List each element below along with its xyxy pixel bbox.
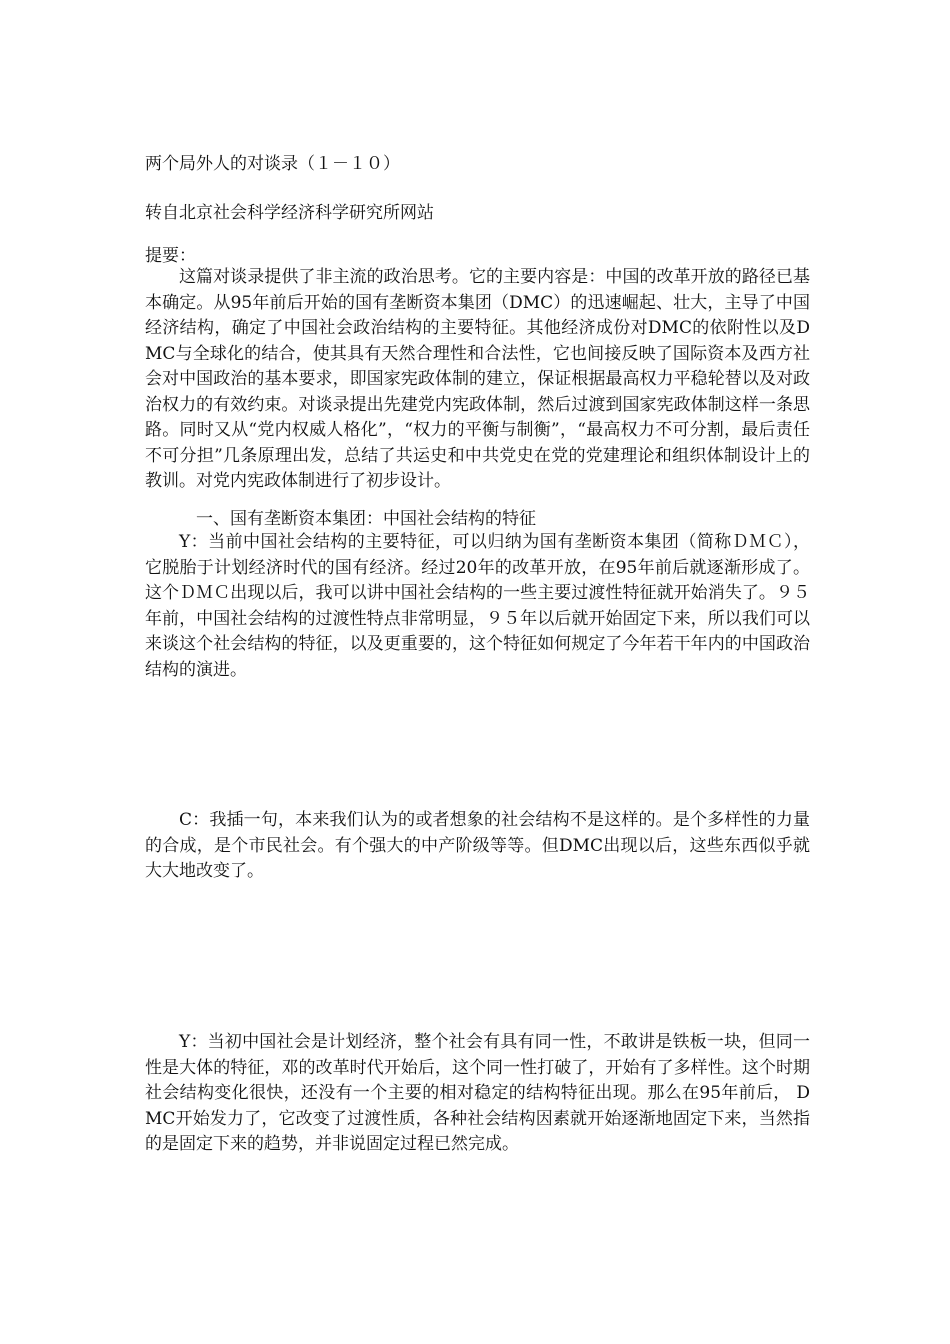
- paragraph-c-1: C：我插一句，本来我们认为的或者想象的社会结构不是这样的。是个多样性的力量的合成，是个市民社会。有个强大的中产阶级等等。但DMC出现以后，这些东西似乎就大大地改变了。: [145, 810, 810, 881]
- section-heading: 一、国有垄断资本集团：中国社会结构的特征: [196, 509, 536, 529]
- abstract-paragraph: 这篇对谈录提供了非主流的政治思考。它的主要内容是：中国的改革开放的路径已基本确定。从95年前后开始的国有垄断资本集团（DMC）的迅速崛起、壮大，主导了中国经济结构，确定了中国社会政治结构的主要特征。其他经济成份对DMC的依附性以及DMC与全球化的结合，使其具有天然合理性和合法性，它也间接反映了国际资本及西方社会对中国政治的基本要求，即国家宪政体制的建立，保证根据最高权力平稳轮替以及对政治权力的有效约束。对谈录提出先建党内宪政体制，然后过渡到国家宪政体制这样一条思路。同时又从“党内权威人格化”，“权力的平衡与制衡”，“最高权力不可分割，最后责任不可分担”几条原理出发，总结了共运史和中共党史在党的党建理论和组织体制设计上的教训。对党内宪政体制进行了初步设计。: [145, 267, 810, 491]
- abstract-label: 提要：: [145, 246, 196, 266]
- document-source: 转自北京社会科学经济科学研究所网站: [145, 203, 434, 223]
- document-title: 两个局外人的对谈录（１－１０）: [145, 154, 400, 174]
- paragraph-y-2: Y：当初中国社会是计划经济，整个社会有具有同一性，不敢讲是铁板一块，但同一性是大体的特征，邓的改革时代开始后，这个同一性打破了，开始有了多样性。这个时期社会结构变化很快，还没有一个主要的相对稳定的结构特征出现。那么在95年前后， DMC开始发力了，它改变了过渡性质，各种社会结构因素就开始逐渐地固定下来，当然指的是固定下来的趋势，并非说固定过程已然完成。: [145, 1032, 810, 1154]
- paragraph-y-1: Y：当前中国社会结构的主要特征，可以归纳为国有垄断资本集团（简称ＤＭＣ），它脱胎于计划经济时代的国有经济。经过20年的改革开放，在95年前后就逐渐形成了。这个ＤＭＣ出现以后，我可以讲中国社会结构的一些主要过渡性特征就开始消失了。９５年前，中国社会结构的过渡性特点非常明显，９５年以后就开始固定下来，所以我们可以来谈这个社会结构的特征，以及更重要的，这个特征如何规定了今年若干年内的中国政治结构的演进。: [145, 532, 810, 680]
